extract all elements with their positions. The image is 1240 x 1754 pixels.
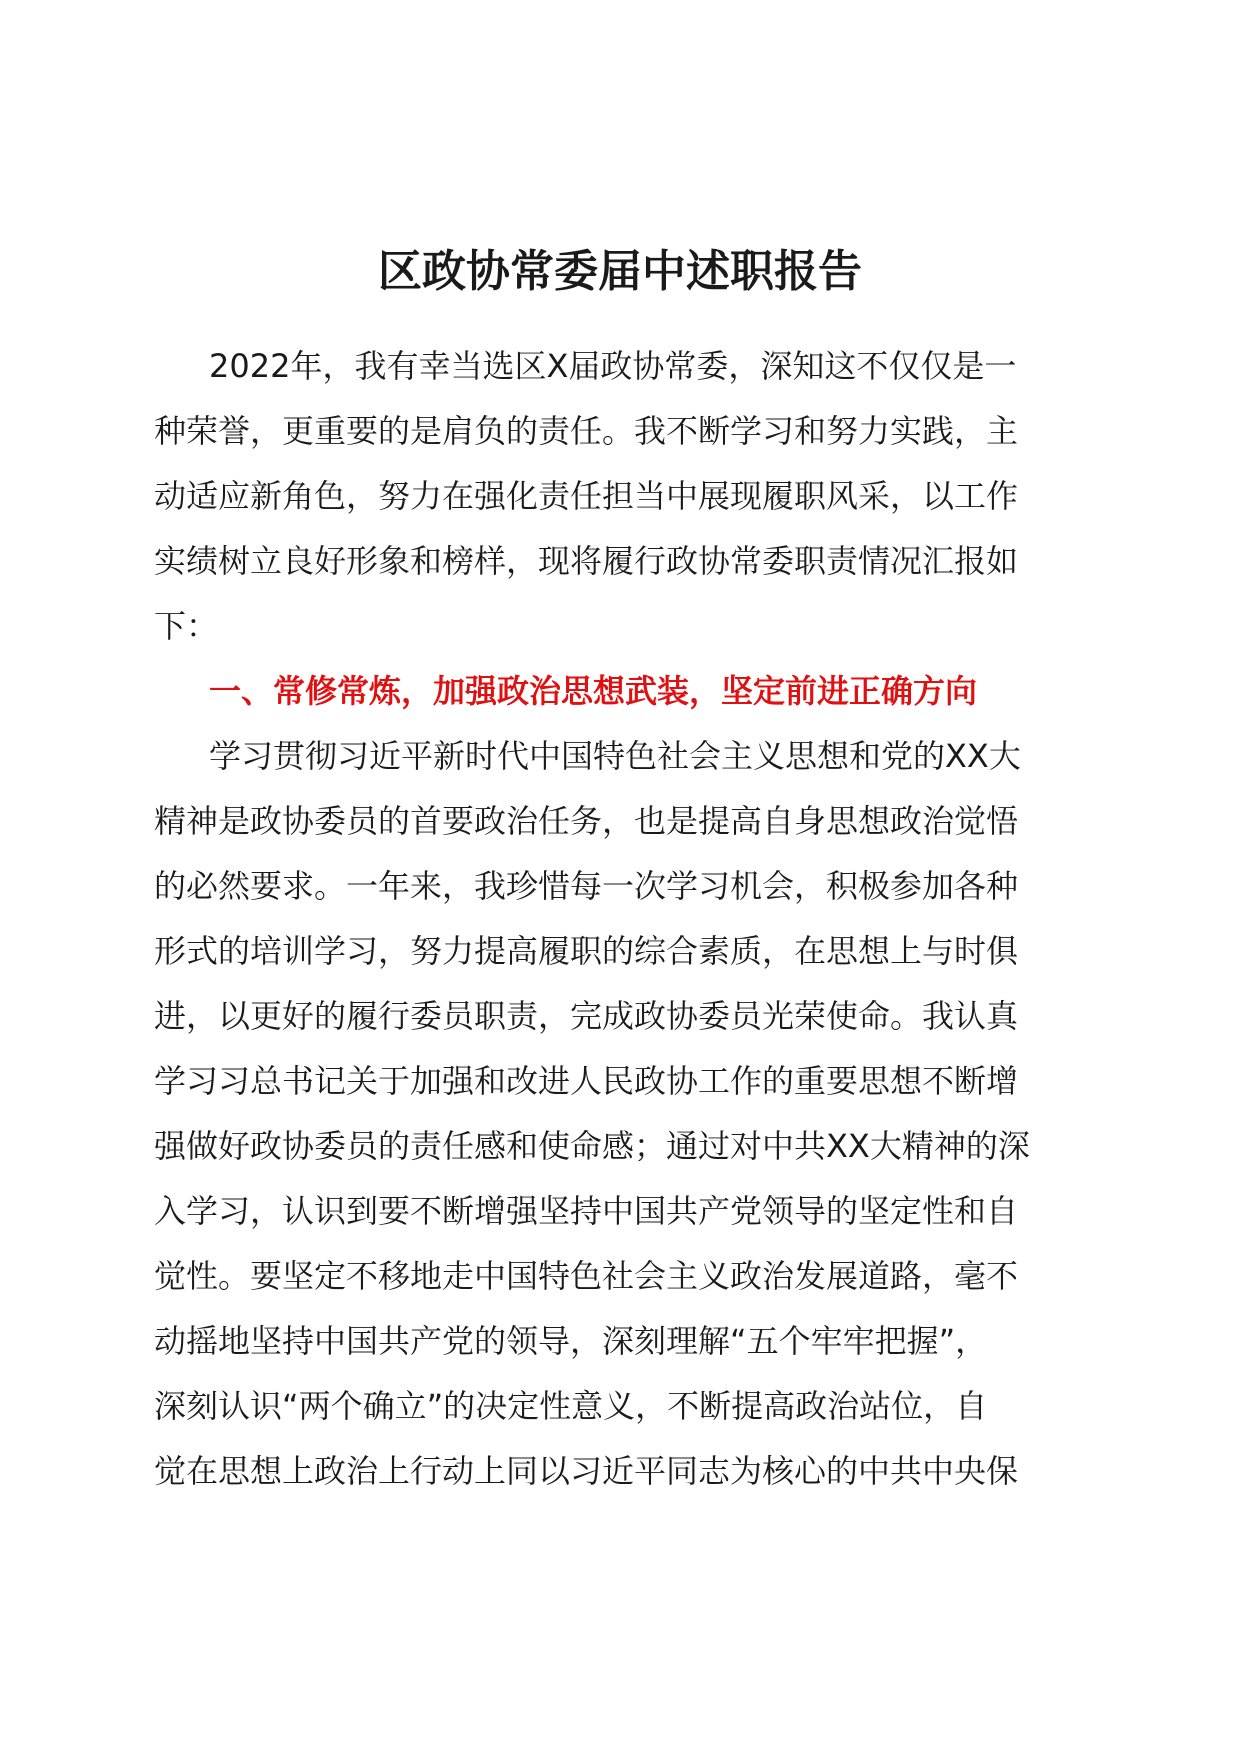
paragraph-line: 精神是政协委员的首要政治任务，也是提高自身思想政治觉悟 <box>154 802 1019 840</box>
paragraph-line: 的必然要求。一年来，我珍惜每一次学习机会，积极参加各种 <box>154 867 1019 905</box>
paragraph-line: 觉性。要坚定不移地走中国特色社会主义政治发展道路，毫不 <box>154 1257 1019 1295</box>
paragraph-line: 强做好政协委员的责任感和使命感；通过对中共XX大精神的深 <box>154 1127 1030 1165</box>
paragraph-line: 入学习，认识到要不断增强坚持中国共产党领导的坚定性和自 <box>154 1192 1019 1230</box>
paragraph-line: 觉在思想上政治上行动上同以习近平同志为核心的中共中央保 <box>154 1452 1019 1490</box>
section-heading: 一、常修常炼，加强政治思想武装，坚定前进正确方向 <box>209 672 978 710</box>
paragraph-line: 学习贯彻习近平新时代中国特色社会主义思想和党的XX大 <box>209 737 1021 775</box>
paragraph-line: 种荣誉，更重要的是肩负的责任。我不断学习和努力实践，主 <box>154 412 1019 450</box>
paragraph-line: 形式的培训学习，努力提高履职的综合素质，在思想上与时俱 <box>154 932 1019 970</box>
document-title: 区政协常委届中述职报告 <box>378 246 862 297</box>
paragraph-line: 动摇地坚持中国共产党的领导，深刻理解“五个牢牢把握”， <box>154 1322 988 1360</box>
document-body <box>154 334 1086 1504</box>
paragraph-line: 动适应新角色，努力在强化责任担当中展现履职风采，以工作 <box>154 477 1019 515</box>
paragraph-line: 深刻认识“两个确立”的决定性意义，不断提高政治站位，自 <box>154 1387 988 1425</box>
paragraph-line: 2022年，我有幸当选区X届政协常委，深知这不仅仅是一 <box>209 347 1017 385</box>
paragraph-line: 下： <box>154 607 219 645</box>
paragraph-line: 学习习总书记关于加强和改进人民政协工作的重要思想不断增 <box>154 1062 1019 1100</box>
paragraph-line: 实绩树立良好形象和榜样，现将履行政协常委职责情况汇报如 <box>154 542 1019 580</box>
paragraph-line: 进，以更好的履行委员职责，完成政协委员光荣使命。我认真 <box>154 997 1019 1035</box>
